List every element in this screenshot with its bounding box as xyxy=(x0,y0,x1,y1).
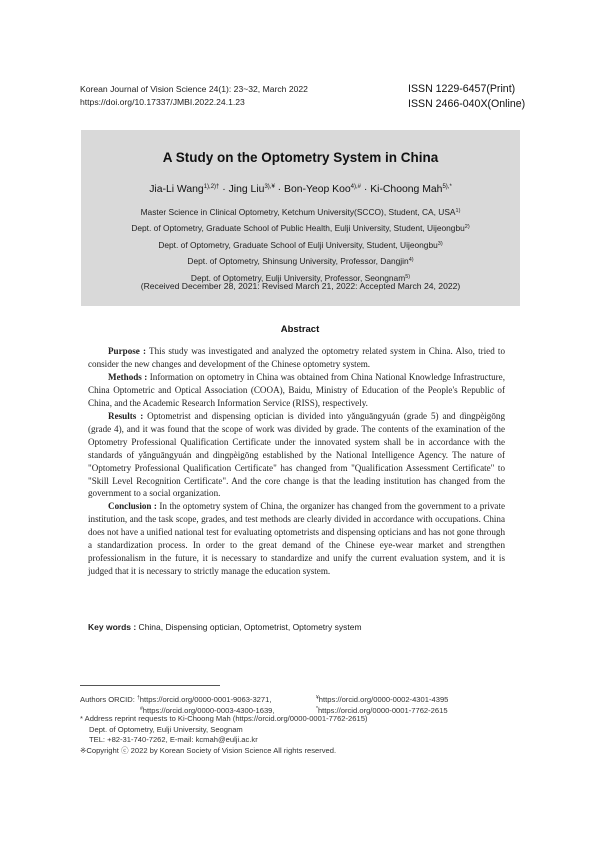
abstract-body xyxy=(88,345,505,578)
affiliation-mark: 4) xyxy=(408,257,414,264)
affiliation xyxy=(81,204,520,220)
author-separator: · xyxy=(219,184,229,195)
reprint-dept: Dept. of Optometry, Eulji University, Seognam xyxy=(89,724,243,734)
orcid-label: Authors ORCID: xyxy=(80,695,137,704)
keywords-label: Key words : xyxy=(88,622,137,632)
journal-header xyxy=(80,83,308,109)
keywords-text: China, Dispensing optician, Optometrist, Optometry system xyxy=(136,622,362,632)
abstract-conclusion xyxy=(88,500,505,578)
orcid-line xyxy=(80,704,448,715)
orcid-mark: † xyxy=(136,695,140,701)
keywords xyxy=(88,622,362,632)
affiliation-mark: 1) xyxy=(455,208,461,214)
author-name: Jia-Li Wang xyxy=(149,184,204,195)
orcid-line xyxy=(80,693,449,704)
abstract-heading: Abstract xyxy=(280,324,320,335)
methods-label: Methods : xyxy=(108,371,148,382)
author-affil-mark: 3),¥ xyxy=(264,184,275,190)
conclusion-label: Conclusion : xyxy=(108,501,157,512)
author-list xyxy=(81,184,520,195)
received-dates: (Received December 28, 2021: Revised March 21, 2022: Accepted March 24, 2022) xyxy=(140,281,461,291)
issn-online: ISSN 2466-040X(Online) xyxy=(408,97,526,110)
purpose-text: This study was investigated and analyzed the optometry related system in China. Also, tried to consider the new changes and development of the Chinese optometry system. xyxy=(88,346,505,369)
doi-link[interactable]: https://doi.org/10.17337/JMBI.2022.24.1.23 xyxy=(80,97,245,107)
affiliation-mark: 2) xyxy=(464,224,470,231)
abstract-results xyxy=(88,410,505,501)
orcid-mark: * xyxy=(316,705,318,712)
affiliation-text: Dept. of Optometry, Shinsung University, Professor, Dangjin xyxy=(187,256,409,267)
title-box xyxy=(81,130,520,306)
orcid-mark: ¥ xyxy=(316,695,319,701)
affiliation xyxy=(81,220,520,236)
author-affil-mark: 5),* xyxy=(442,184,452,190)
orcid-link[interactable]: https://orcid.org/0000-0002-4301-4395 xyxy=(318,695,449,704)
abstract-methods xyxy=(88,371,505,410)
issn-block xyxy=(408,82,525,111)
issn-print: ISSN 1229-6457(Print) xyxy=(408,83,516,95)
affiliation-mark: 3) xyxy=(437,240,443,247)
affiliation xyxy=(81,253,520,269)
author-affil-mark: 1),2)† xyxy=(203,184,220,190)
conclusion-text: In the optometry system of China, the organizer has changed from the government to a private institution, and the task scope, grades, and test methods are clearly divided in accordance with occupations. China does not have a unified national test for evaluating optometrists and dispensing opticians and has not gone through a standardization process. In order to the great demand of the Chinese eye-wear market and strengthen professionalism in the future, it is necessary to standardize and unify the current evaluation system, and it is judged that it is necessary to strictly manage the education system. xyxy=(88,501,505,577)
orcid-mark: # xyxy=(140,705,143,712)
author-separator: · xyxy=(361,184,371,195)
author-name: Bon-Yeop Koo xyxy=(284,184,351,195)
paper-title: A Study on the Optometry System in China xyxy=(162,150,439,165)
footnote-divider xyxy=(80,685,220,686)
author-separator: · xyxy=(274,184,285,195)
affiliation xyxy=(81,237,520,253)
copyright-line: ※Copyright ⓒ 2022 by Korean Society of Vision Science All rights reserved. xyxy=(80,745,337,755)
purpose-label: Purpose : xyxy=(108,346,147,356)
journal-citation: Korean Journal of Vision Science 24(1): 23~32, March 2022 xyxy=(80,84,308,94)
reprint-line: * Address reprint requests to Ki-Choong Mah (https://orcid.org/0000-0001-7762-2615) xyxy=(80,714,368,724)
orcid-link[interactable]: https://orcid.org/0000-0003-4300-1639, xyxy=(142,705,275,715)
reprint-contact: TEL: +82-31-740-7262, E-mail: kcmah@eulji.ac.kr xyxy=(89,735,258,745)
author-affil-mark: 4),# xyxy=(350,184,361,190)
methods-text: Information on optometry in China was obtained from China National Knowledge Infrastructure, China Optometric and Optical Association (COOA), Baidu, Ministry of Education of the People's Republic of China, and the Academic Research Information Service (RISS), respectively. xyxy=(88,371,505,408)
results-text: Optometrist and dispensing optician is divided into yǎnguāngyuán (grade 5) and dìngpèigōng (grade 4), and it was found that the scope of work was divided by grade. The contents of the examination of the Optometry Professional Qualification Certificate under the innovated system shall be in accordance with the standards of yǎnguāngyuán and dìngpèigōng established by the National Intelligence Agency. The nature of "Optometry Professional Qualification Certificate" has changed from "Qualification Assessment Certificate" to "Skill Level Recognition Certificate". And the core change is that the leading institution has changed from the government to a social organization. xyxy=(88,410,505,499)
orcid-link[interactable]: https://orcid.org/0000-0001-9063-3271, xyxy=(139,695,272,704)
affiliation-text: Dept. of Optometry, Graduate School of Eulji University, Student, Uijeongbu xyxy=(158,239,438,250)
affiliation-text: Dept. of Optometry, Eulji University, Professor, Seongnam xyxy=(190,272,406,283)
footnotes xyxy=(80,693,449,757)
abstract-purpose xyxy=(88,345,505,371)
results-label: Results : xyxy=(108,410,144,421)
affiliation-mark: 5) xyxy=(405,273,411,280)
orcid-link[interactable]: https://orcid.org/0000-0001-7762-2615 xyxy=(317,705,448,715)
affiliation-text: Master Science in Clinical Optometry, Ketchum University(SCCO), Student, CA, USA xyxy=(140,207,456,217)
author-name: Jing Liu xyxy=(228,184,265,195)
author-name: Ki-Choong Mah xyxy=(370,184,443,195)
affiliation-text: Dept. of Optometry, Graduate School of Public Health, Eulji University, Student, Uijeongbu xyxy=(131,223,465,234)
affiliation-list xyxy=(81,204,520,286)
